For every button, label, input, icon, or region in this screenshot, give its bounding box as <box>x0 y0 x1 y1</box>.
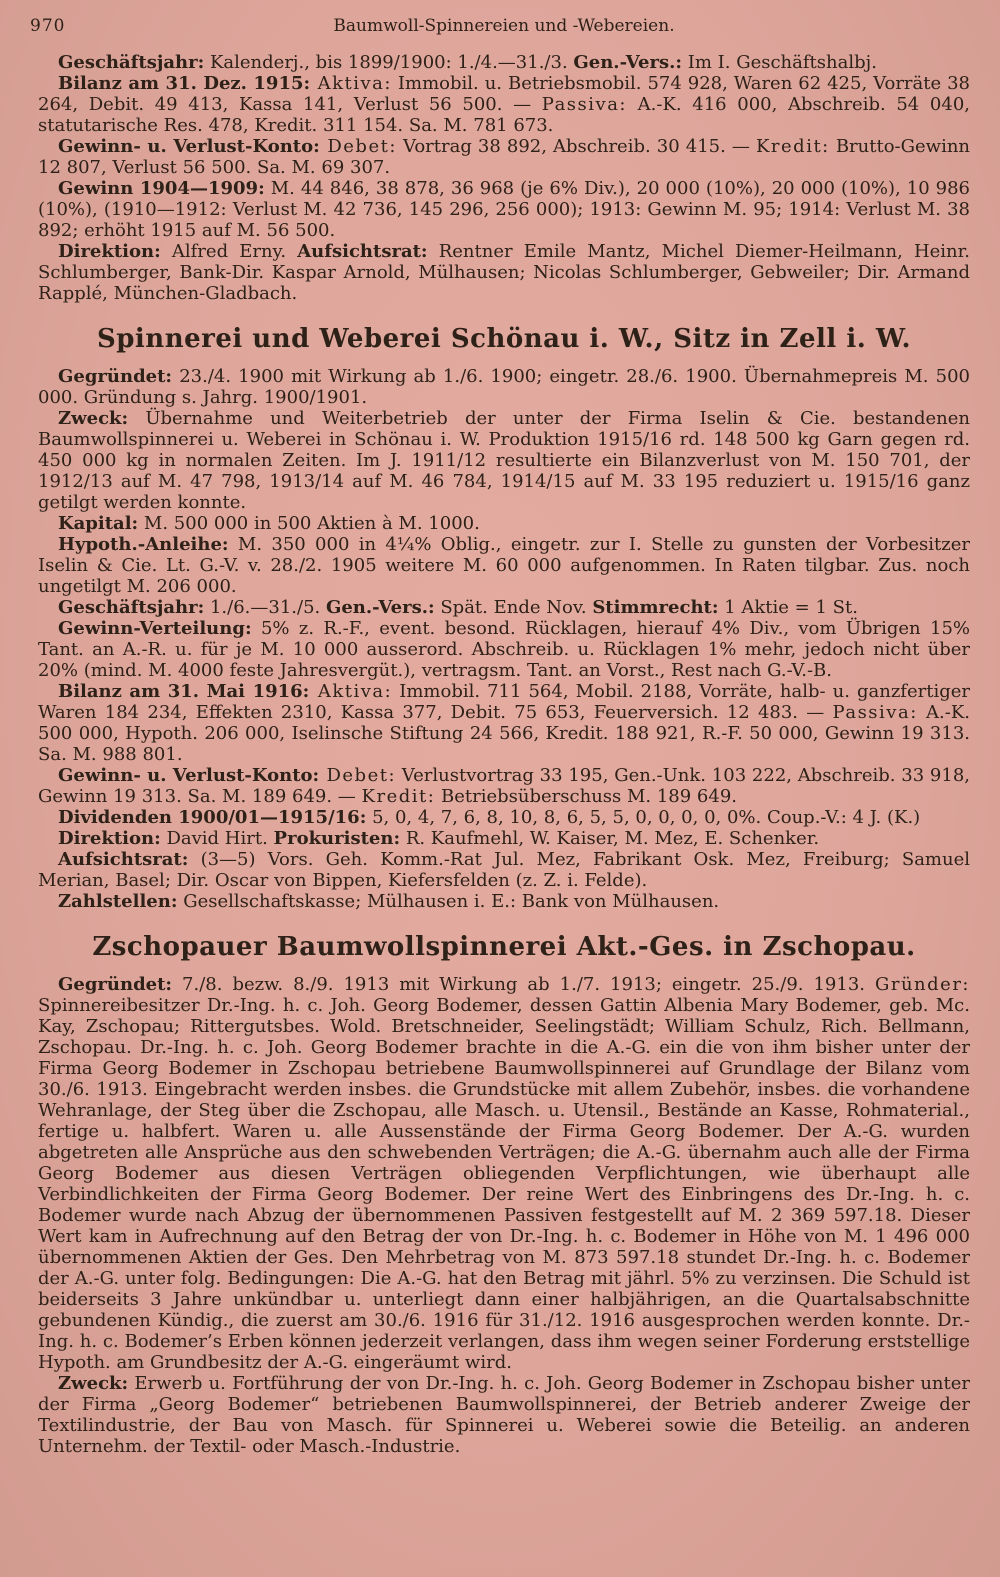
paragraph-label: Aufsichtsrat: <box>297 241 428 262</box>
entry-paragraphs <box>38 974 970 1457</box>
entry-paragraphs <box>38 366 970 912</box>
entry-paragraphs <box>38 52 970 304</box>
paragraph-text: Immobil. u. Betriebsmobil. 574 928, Waren 62 425, Vorräte 38 264, Debit. 49 413, Kassa 141, Verlust 56 500. — <box>38 73 970 115</box>
paragraph-label: Gewinn-Verteilung: <box>58 618 252 639</box>
paragraph <box>38 1373 970 1457</box>
page-header <box>30 14 970 40</box>
paragraph-label: Direktion: <box>58 241 161 262</box>
paragraph-text: Kredit: <box>361 786 436 807</box>
paragraph-text: 1./6.—31./5. <box>204 597 326 618</box>
paragraph <box>38 408 970 513</box>
paragraph-label: Stimmrecht: <box>592 597 719 618</box>
paragraph-text: Immobil. 711 564, Mobil. 2188, Vorräte, halb- u. ganzfertiger Waren 184 234, Effekten 2310, Kassa 377, Debit. 75 653, Feuerversich. 12 483. — <box>38 681 970 723</box>
paragraph-text: Brutto-Gewinn 12 807, Verlust 56 500. Sa. M. 69 307. <box>38 136 971 178</box>
paragraph <box>38 974 970 1373</box>
running-header: Baumwoll-Spinnereien und -Webereien. <box>333 16 675 36</box>
paragraph-text: David Hirt. <box>160 828 274 849</box>
paragraph-label: Kapital: <box>58 513 139 534</box>
entry-schoenau <box>38 324 970 912</box>
paragraph-text: R. Kaufmehl, W. Kaiser, M. Mez, E. Schenker. <box>400 828 820 849</box>
paragraph-label: Bilanz am 31. Dez. 1915: <box>58 73 311 94</box>
paragraph-text: Debet: <box>319 136 397 157</box>
paragraph <box>38 136 970 178</box>
paragraph-text: Kalenderj., bis 1899/1900: 1./4.—31./3. <box>204 52 574 73</box>
paragraph-text: M. 44 846, 38 878, 36 968 (je 6% Div.), 20 000 (10%), 20 000 (10%), 10 986 (10%), (1910—1912: Verlust M. 42 736, 145 296, 256 000); 1913: Gewinn M. 95; 1914: Verlust M. 38 892; erhöht 1915 auf M. 56 500. <box>38 178 971 241</box>
paragraph <box>38 241 970 304</box>
paragraph-text: Aktiva: <box>309 681 393 702</box>
paragraph <box>38 891 970 912</box>
paragraph-label: Aufsichtsrat: <box>58 849 189 870</box>
paragraph-label: Hypoth.-Anleihe: <box>58 534 229 555</box>
paragraph-label: Zweck: <box>58 1373 129 1394</box>
paragraph-text: Gesellschaftskasse; Mülhausen i. E.: Bank von Mülhausen. <box>177 891 720 912</box>
paragraph-text: Vortrag 38 892, Abschreib. 30 415. — <box>396 136 756 157</box>
paragraph <box>38 73 970 136</box>
paragraph <box>38 618 970 681</box>
paragraph-text: Kredit: <box>755 136 830 157</box>
paragraph-text: Passiva: <box>541 94 627 115</box>
paragraph <box>38 178 970 241</box>
paragraph <box>38 765 970 807</box>
paragraph-label: Prokuristen: <box>273 828 401 849</box>
paragraph-text: Passiva: <box>832 702 918 723</box>
entry-heading-schoenau: Spinnerei und Weberei Schönau i. W., Sitz in Zell i. W. <box>96 324 912 354</box>
paragraph <box>38 849 970 891</box>
paragraph-label: Gewinn 1904—1909: <box>58 178 265 199</box>
paragraph-text: Gründer: <box>874 974 970 995</box>
paragraph-label: Dividenden 1900/01—1915/16: <box>58 807 367 828</box>
paragraph <box>38 597 970 618</box>
paragraph-label: Gen.-Vers.: <box>325 597 435 618</box>
paragraph <box>38 534 970 597</box>
paragraph-text: (3—5) Vors. Geh. Komm.-Rat Jul. Mez, Fabrikant Osk. Mez, Freiburg; Samuel Merian, Basel; Dir. Oscar von Bippen, Kiefersfelden (z. Z. i. Felde). <box>38 849 970 891</box>
paragraph-label: Zweck: <box>58 408 129 429</box>
paragraph-text: A.-K. 416 000, Abschreib. 54 040, statutarische Res. 478, Kredit. 311 154. Sa. M. 781 673. <box>38 94 970 136</box>
paragraph <box>38 52 970 73</box>
paragraph-text: Aktiva: <box>310 73 392 94</box>
paragraph-text: 1 Aktie = 1 St. <box>718 597 858 618</box>
paragraph-label: Gegründet: <box>58 974 173 995</box>
paragraph-text: A.-K. 500 000, Hypoth. 206 000, Iselinsche Stiftung 24 566, Kredit. 188 921, R.-F. 50 000, Gewinn 19 313. Sa. M. 988 801. <box>38 702 970 765</box>
paragraph-text: Übernahme und Weiterbetrieb der unter der Firma Iselin & Cie. bestandenen Baumwollspinnerei u. Weberei in Schönau i. W. Produktion 1915/16 rd. 148 500 kg Garn gegen rd. 450 000 kg in normalen Zeiten. Im J. 1911/12 resultierte ein Bilanzverlust von M. 150 701, der 1912/13 auf M. 47 798, 1913/14 auf M. 46 784, 1914/15 auf M. 33 195 reduziert u. 1915/16 ganz getilgt werden konnte. <box>38 408 970 513</box>
paragraph-text: 23./4. 1900 mit Wirkung ab 1./6. 1900; eingetr. 28./6. 1900. Übernahmepreis M. 500 000. Gründung s. Jahrg. 1900/1901. <box>38 366 970 408</box>
paragraph-text: Alfred Erny. <box>160 241 298 262</box>
paragraph-text: Rentner Emile Mantz, Michel Diemer-Heilmann, Heinr. Schlumberger, Bank-Dir. Kaspar Arnold, Mülhausen; Nicolas Schlumberger, Gebweiler; Dir. Armand Rapplé, München-Gladbach. <box>38 241 970 304</box>
entry-heading-zschopau: Zschopauer Baumwollspinnerei Akt.-Ges. in Zschopau. <box>92 932 916 962</box>
paragraph-label: Gewinn- u. Verlust-Konto: <box>58 765 320 786</box>
paragraph-label: Bilanz am 31. Mai 1916: <box>58 681 310 702</box>
paragraph-text: Spinnereibesitzer Dr.-Ing. h. c. Joh. Georg Bodemer, dessen Gattin Albenia Mary Bodemer, geb. Mc. Kay, Zschopau; Rittergutsbes. Wold. Bretschneider, Seelingstädt; William Schulz, Rich. Bellmann, Zschopau. Dr.-Ing. h. c. Joh. Georg Bodemer brachte in die A.-G. ein die von ihm bisher unter der Firma Georg Bodemer in Zschopau betriebene Baumwollspinnerei auf Grundlage der Bilanz vom 30./6. 1913. Eingebracht werden insbes. die Grundstücke mit allem Zubehör, insbes. die vorhandene Wehranlage, der Steg über die Zschopau, alle Masch. u. Utensil., Bestände an Kasse, Rohmaterial., fertige u. halbfert. Waren u. alle Aussenstände der Firma Georg Bodemer. Der A.-G. wurden abgetreten alle Ansprüche aus den schwebenden Verträgen; die A.-G. übernahm auch alle der Firma Georg Bodemer aus diesen Verträgen obliegenden Verpflichtungen, wie überhaupt alle Verbindlichkeiten der Firma Georg Bodemer. Der reine Wert des Einbringens des Dr.-Ing. h. c. Bodemer wurde nach Abzug der übernommenen Passiven festgestellt auf M. 2 369 597.18. Dieser Wert kam in Aufrechnung auf den Betrag der von Dr.-Ing. h. c. Bodemer in Höhe von M. 1 496 000 übernommenen Aktien der Ges. Den Mehrbetrag von M. 873 597.18 stundet Dr.-Ing. h. c. Bodemer der A.-G. unter folg. Bedingungen: Die A.-G. hat den Betrag mit jährl. 5% zu verzinsen. Die Schuld ist beiderseits 3 Jahre unkündbar u. unterliegt dann einer halbjährigen, an die Quartalsabschnitte gebundenen Kündig., die zuerst am 30./6. 1916 für 31./12. 1916 ausgesprochen werden konnte. Dr.-Ing. h. c. Bodemer’s Erben können jederzeit verlangen, dass ihm wegen seiner Forderung erststellige Hypoth. am Grundbesitz der A.-G. eingeräumt wird. <box>38 995 970 1373</box>
paragraph <box>38 681 970 765</box>
paragraph-label: Zahlstellen: <box>58 891 178 912</box>
paragraph-label: Geschäftsjahr: <box>58 52 205 73</box>
paragraph-label: Gen.-Vers.: <box>573 52 683 73</box>
paragraph <box>38 807 970 828</box>
entry-zschopau <box>38 932 970 1457</box>
paragraph-text: 7./8. bezw. 8./9. 1913 mit Wirkung ab 1./7. 1913; eingetr. 25./9. 1913. <box>172 974 875 995</box>
paragraph-text: M. 350 000 in 4¼% Oblig., eingetr. zur I. Stelle zu gunsten der Vorbesitzer Iselin & Cie. Lt. G.-V. v. 28./2. 1905 weitere M. 60 000 aufgenommen. In Raten tilgbar. Zus. noch ungetilgt M. 206 000. <box>38 534 970 597</box>
paragraph <box>38 828 970 849</box>
paragraph-label: Gewinn- u. Verlust-Konto: <box>58 136 320 157</box>
paragraph-text: 5, 0, 4, 7, 6, 8, 10, 8, 6, 5, 5, 0, 0, 0, 0, 0%. Coup.-V.: 4 J. (K.) <box>366 807 921 828</box>
paragraph-text: Im I. Geschäftshalbj. <box>682 52 877 73</box>
paragraph-text: Erwerb u. Fortführung der von Dr.-Ing. h. c. Joh. Georg Bodemer in Zschopau bisher unter der Firma „Georg Bodemer“ betriebenen Baumwollspinnerei, der Betrieb anderer Zweige der Textilindustrie, der Bau von Masch. für Spinnerei u. Weberei sowie die Beteilig. an anderen Unternehm. der Textil- oder Masch.-Industrie. <box>38 1373 970 1457</box>
page-number: 970 <box>30 16 66 36</box>
paragraph-text: Spät. Ende Nov. <box>434 597 593 618</box>
paragraph-text: Verlustvortrag 33 195, Gen.-Unk. 103 222, Abschreib. 33 918, Gewinn 19 313. Sa. M. 189 649. — <box>38 765 970 807</box>
paragraph-label: Direktion: <box>58 828 161 849</box>
paragraph-text: Debet: <box>319 765 397 786</box>
paragraph <box>38 513 970 534</box>
paragraph-text: 5% z. R.-F., event. besond. Rücklagen, hierauf 4% Div., vom Übrigen 15% Tant. an A.-R. u. für je M. 10 000 ausserord. Abschreib. u. Rücklagen 1% mehr, jedoch nicht über 20% (mind. M. 4000 feste Jahresvergüt.), vertragsm. Tant. an Vorst., Rest nach G.-V.-B. <box>38 618 970 681</box>
paragraph-label: Gegründet: <box>58 366 173 387</box>
entry-continuation <box>38 52 970 304</box>
paragraph-label: Geschäftsjahr: <box>58 597 205 618</box>
paragraph-text: M. 500 000 in 500 Aktien à M. 1000. <box>138 513 480 534</box>
paragraph-text: Betriebsüberschuss M. 189 649. <box>435 786 738 807</box>
paragraph <box>38 366 970 408</box>
